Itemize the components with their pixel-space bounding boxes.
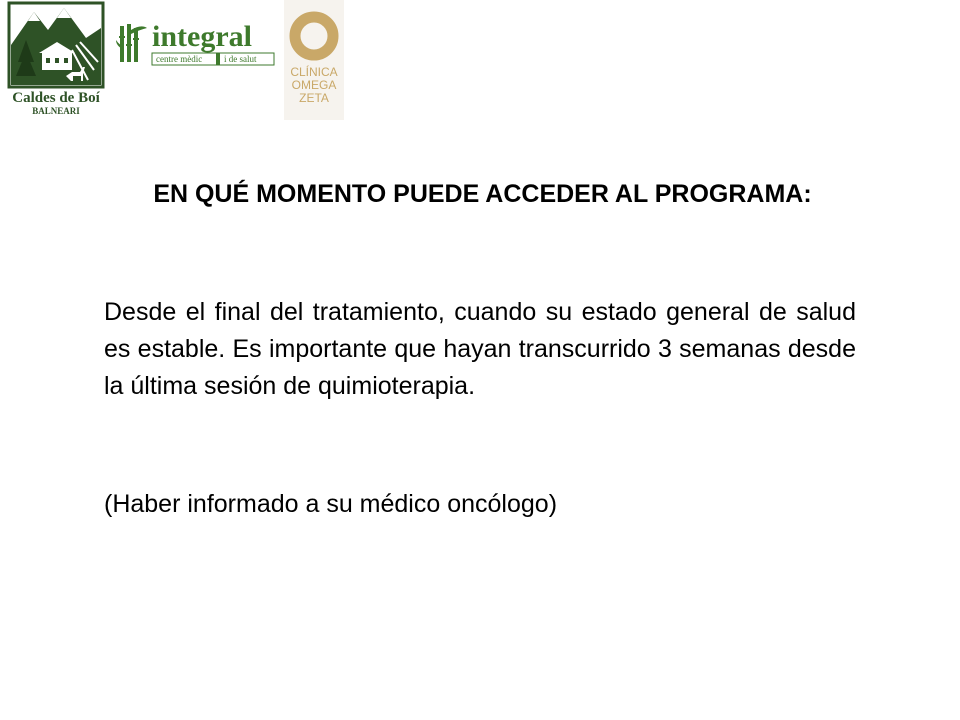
bamboo-icon bbox=[116, 24, 147, 62]
omega-line2-text: OMEGA bbox=[291, 78, 337, 92]
integral-name-text: integral bbox=[152, 20, 252, 53]
integral-tagline-left-text: centre mèdic bbox=[156, 54, 203, 64]
clinica-omega-zeta-logo bbox=[284, 0, 344, 120]
slide-title: EN QUÉ MOMENTO PUEDE ACCEDER AL PROGRAMA: bbox=[153, 180, 812, 208]
caldes-subtitle-text: BALNEARI bbox=[32, 106, 80, 116]
omega-line3-text: ZETA bbox=[299, 91, 329, 105]
omega-line1-text: CLÍNICA bbox=[290, 65, 338, 79]
logo-bar bbox=[0, 0, 360, 125]
integral-tagline-right-text: i de salut bbox=[224, 54, 257, 64]
integral-logo bbox=[116, 20, 278, 68]
slide-body-paragraph: Desde el final del tratamiento, cuando su estado general de salud es estable. Es importante que hayan transcurrido 3 semanas desde la última sesión de quimioterapia. bbox=[104, 298, 856, 400]
caldes-de-boi-logo bbox=[6, 0, 106, 120]
caldes-name-text: Caldes de Boí bbox=[12, 90, 100, 106]
slide-note: (Haber informado a su médico oncólogo) bbox=[104, 490, 558, 518]
